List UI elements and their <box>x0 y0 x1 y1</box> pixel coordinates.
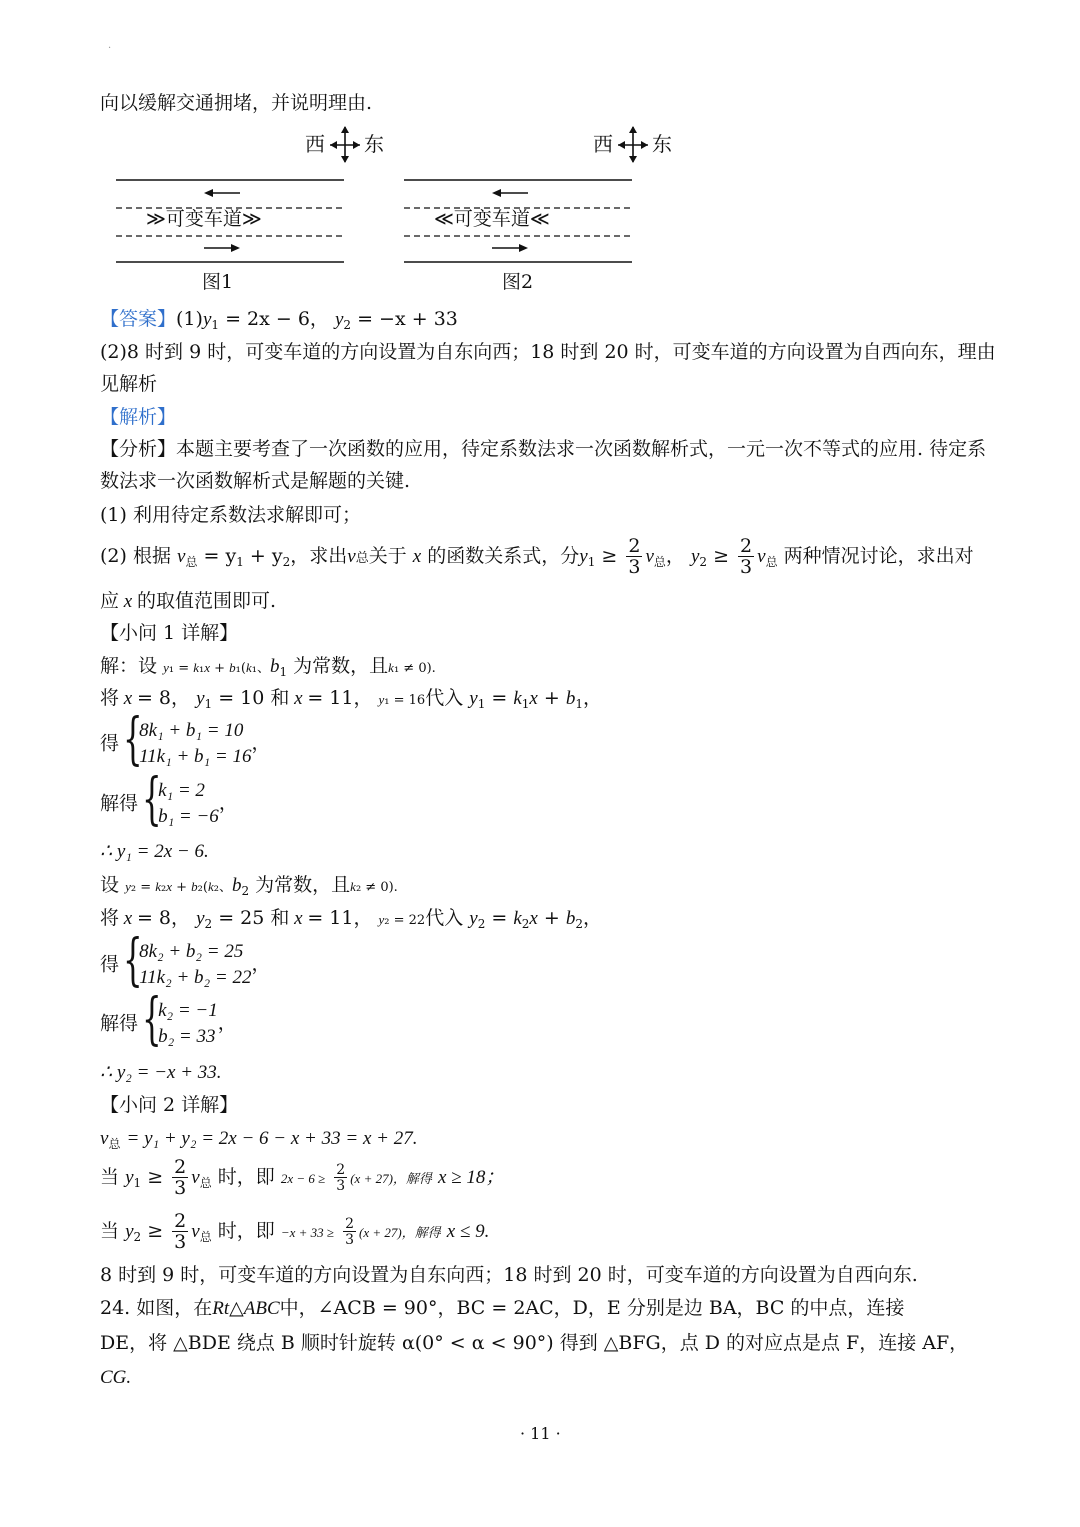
equation-system: { 8k₁ + b₁ = 10 11k₁ + b₁ = 16 <box>123 707 252 772</box>
q2-conclusion: 8 时到 9 时，可变车道的方向设置为自东向西；18 时到 20 时，可变车道的方向设置为自西向东. <box>100 1264 918 1286</box>
fraction-two-thirds-small <box>343 1217 356 1247</box>
fenxi-item2-line2-a: 应 <box>100 590 120 612</box>
fenxi-item2-g: 两种情况讨论，求出对 <box>783 545 974 567</box>
sys-row-2: 11k₁ + b₁ = 16 <box>139 746 252 767</box>
zong-sub: 总 <box>653 555 666 569</box>
q2-case1-res: x ≥ 18； <box>437 1167 505 1188</box>
fenxi-line2: 数法求一次函数解析式是解题的关键. <box>100 470 411 492</box>
equation-system: { 8k₂ + b₂ = 25 11k₂ + b₂ = 22 <box>123 928 252 993</box>
problem24-line1 <box>100 1299 904 1318</box>
frac-den: 3 <box>174 1177 187 1199</box>
q1-sub1-d: = 11， <box>307 687 373 709</box>
fenxi-item2: (2) 根据 $v_总 = y_1 + y_2$，求出v总关于 x 的函数关系式，分$y_1$ ≥ $\frac{2}{3}$ $v_总$， $y_2$ ≥ $\frac{2}{3}$ $v_总$ 两种情况讨论，求出对 <box>100 535 974 578</box>
q1-set2: 设 y₂ = k₂x + b₂(k₂、$b_2$ 为常数，且k₂ ≠ 0). <box>100 874 398 898</box>
q2-case2-res: x ≤ 9. <box>446 1221 490 1242</box>
q2-case1: 当 $y_1$ ≥ $\frac{2}{3}$ $v_总$ 时，即 2x − 6 ≥ $\frac{2}{3}$ (x + 27)，解得 x ≥ 18； <box>100 1156 505 1199</box>
fig2-west-label: 西 <box>593 132 613 156</box>
fenxi-item2-line2-b: 的取值范围即可. <box>136 590 276 612</box>
q1-sub1-e: = 16 <box>393 693 426 708</box>
q1-conclusion2: ∴ y₂ = −x + 33. <box>100 1062 222 1083</box>
fig2-east-label: 东 <box>652 132 672 156</box>
fraction-two-thirds-small <box>334 1163 347 1193</box>
q2-geq: ≥ <box>147 1166 164 1188</box>
q2-case2: 当 $y_2$ ≥ $\frac{2}{3}$ $v_总$ 时，即 −x + 33 ≥ $\frac{2}{3}$ (x + 27)，解得 x ≤ 9. <box>100 1210 490 1253</box>
zong-sub: 总 <box>108 1137 121 1151</box>
fig1-west-label: 西 <box>305 132 325 156</box>
q1-conclusion1: ∴ y₁ = 2x − 6. <box>100 841 209 862</box>
problem24-line1-c: 中，∠ACB = 90°，BC = 2AC，D，E 分别是边 BA，BC 的中点，连接 <box>279 1297 905 1319</box>
sys-row-2: 11k₂ + b₂ = 22 <box>139 967 252 988</box>
frac-den: 3 <box>628 556 641 578</box>
fenxi-item2-d: ，求出 <box>290 545 348 567</box>
q1-set2-b: 为常数，且 <box>255 874 351 896</box>
fig1-variable-lane-label: ≫可变车道≫ <box>146 208 262 230</box>
fraction-two-thirds <box>626 537 642 577</box>
zong-sub: 总 <box>765 555 778 569</box>
frac-num: 2 <box>628 535 641 557</box>
zong-tiny: 总 <box>355 551 369 566</box>
top-dot: · <box>108 43 112 54</box>
q1-set1-b: 为常数，且 <box>293 655 389 677</box>
q1-sub2-b: = 8， <box>136 907 191 929</box>
answer-line-1: 【答案】$(1)y_1 = 2x - 6$， $y_2 = -x + 33$ <box>100 308 458 332</box>
answer-part2-line2: 见解析 <box>100 373 158 395</box>
problem24-line1-b: Rt△ABC <box>212 1298 280 1319</box>
sys-row-1: k₁ = 2 <box>158 780 205 801</box>
q2-case1-lhs: 2x − 6 ≥ <box>280 1171 326 1186</box>
fenxi-item2-b: = y <box>203 545 237 567</box>
answer-y2: = −x + 33 <box>357 308 458 330</box>
fig2-variable-lane-label: ≪可变车道≪ <box>434 208 550 230</box>
fraction-two-thirds <box>738 537 754 577</box>
q1-sub2: 将 x = 8， $y_2 = 25$ 和 x = 11， y₂ = 22代入 $y_2 = k_2x + b_2$， <box>100 907 603 931</box>
q2-geq: ≥ <box>147 1220 164 1242</box>
frac-den: 3 <box>345 1232 354 1248</box>
q1-set1-c: ≠ 0). <box>403 661 436 676</box>
page-number: · 11 · <box>520 1424 561 1443</box>
q2-when: 当 <box>100 1166 120 1188</box>
answer-tag: 【答案】 <box>100 308 177 330</box>
zong-sub: 总 <box>199 1176 212 1190</box>
frac-den: 3 <box>174 1231 187 1253</box>
sys-row-1: k₂ = −1 <box>158 1000 218 1021</box>
zong-sub: 总 <box>199 1230 212 1244</box>
q1-solution2: 解得 { k₂ = −1 b₂ = 33 ， <box>100 987 237 1052</box>
q1-sub2-e: = 22 <box>393 913 426 928</box>
frac-num: 2 <box>336 1162 346 1178</box>
q2-case2-lhs: −x + 33 ≥ <box>280 1225 335 1240</box>
q1-jiede: 解得 <box>100 792 139 815</box>
fenxi-line1: 【分析】本题主要考查了一次函数的应用，待定系数法求一次函数解析式，一元一次不等式的应用. 待定系 <box>100 438 987 460</box>
problem24-line2: DE，将 △BDE 绕点 B 顺时针旋转 α(0° < α < 90°) 得到 △BFG，点 D 的对应点是点 F，连接 AF， <box>100 1332 969 1354</box>
q2-tag: 【小问 2 详解】 <box>100 1094 239 1116</box>
frac-num: 2 <box>740 535 753 557</box>
q1-set2-a: 设 <box>100 874 120 896</box>
fenxi-item2-c: + y <box>249 545 283 567</box>
fraction-two-thirds <box>172 1212 188 1252</box>
q2-case1-rhs: (x + 27)，解得 <box>350 1171 432 1186</box>
frac-den: 3 <box>740 556 753 578</box>
q2-shi-ji: 时，即 <box>217 1166 275 1188</box>
q1-de: 得 <box>100 732 120 755</box>
problem24-line1-a: 24. 如图，在 <box>100 1297 213 1319</box>
q1-de-2: 得 <box>100 953 120 976</box>
q2-vsum-rhs: = y₁ + y₂ = 2x − 6 − x + 33 = x + 27. <box>126 1128 418 1149</box>
q1-sub1-f: 代入 <box>425 687 464 709</box>
q1-system2: 得 { 8k₂ + b₂ = 25 11k₂ + b₂ = 22 ， <box>100 928 271 993</box>
q1-set1: 解：设 y₁ = k₁x + b₁(k₁、$b_1$ 为常数，且k₁ ≠ 0). <box>100 655 436 679</box>
q1-sub2-d: = 11， <box>307 907 373 929</box>
problem24-line3: CG. <box>100 1367 132 1388</box>
q2-case2-rhs: (x + 27)，解得 <box>358 1225 441 1240</box>
q1-sub1-a: 将 <box>100 687 120 709</box>
q2-shi-ji: 时，即 <box>217 1220 275 1242</box>
fenxi-item1: (1) 利用待定系数法求解即可； <box>100 504 361 526</box>
equation-system: { k₂ = −1 b₂ = 33 <box>142 987 218 1052</box>
frac-num: 2 <box>174 1156 187 1178</box>
frac-num: 2 <box>345 1216 354 1232</box>
q1-sub1-c: = 10 和 <box>218 687 290 709</box>
analysis-tag: 【解析】 <box>100 406 177 428</box>
sys-row-2: b₁ = −6 <box>158 806 219 827</box>
fenxi-item2-line2: 应 x 的取值范围即可. <box>100 590 276 612</box>
fig2-caption: 图2 <box>502 271 534 293</box>
q1-solution1: 解得 { k₁ = 2 b₁ = −6 ， <box>100 767 238 832</box>
q1-sub2-c: = 25 和 <box>218 907 290 929</box>
fig2-compass-icon <box>616 124 650 164</box>
equation-system: { k₁ = 2 b₁ = −6 <box>142 767 219 832</box>
fenxi-item2-f: 的函数关系式，分 <box>427 545 580 567</box>
fenxi-item2-a: (2) 根据 <box>100 545 171 567</box>
fraction-two-thirds <box>172 1158 188 1198</box>
q1-sub2-f: 代入 <box>425 907 464 929</box>
frac-num: 2 <box>174 1210 187 1232</box>
q1-set1-a: 解：设 <box>100 655 158 677</box>
q1-set2-c: ≠ 0). <box>365 880 398 895</box>
q1-sub2-a: 将 <box>100 907 120 929</box>
fenxi-item2-e: 关于 <box>368 545 407 567</box>
sys-row-1: 8k₁ + b₁ = 10 <box>139 720 244 741</box>
intro-line: 向以缓解交通拥堵，并说明理由. <box>100 92 373 114</box>
q1-system1: 得 { 8k₁ + b₁ = 10 11k₁ + b₁ = 16 ， <box>100 707 271 772</box>
answer-y1: = 2x − 6， <box>225 308 329 330</box>
q1-jiede-2: 解得 <box>100 1012 139 1035</box>
sys-row-1: 8k₂ + b₂ = 25 <box>139 941 244 962</box>
q2-vsum: $v_总 = y_1 + y_2 = 2x - 6 - x + 33 = x + 27$. <box>100 1128 418 1151</box>
fig1-caption: 图1 <box>202 271 234 293</box>
q2-when: 当 <box>100 1220 120 1242</box>
fig1-compass-icon <box>328 124 362 164</box>
sys-row-2: b₂ = 33 <box>158 1026 216 1047</box>
q1-sub1-b: = 8， <box>136 687 191 709</box>
fig1-east-label: 东 <box>364 132 384 156</box>
q1-tag: 【小问 1 详解】 <box>100 622 239 644</box>
answer-part1-prefix: (1) <box>176 308 203 330</box>
answer-part2-line1: (2)8 时到 9 时，可变车道的方向设置为自东向西；18 时到 20 时，可变车道的方向设置为自西向东，理由 <box>100 341 996 363</box>
q1-sub1: 将 x = 8， $y_1 = 10$ 和 x = 11， y₁ = 16代入 $y_1 = k_1x + b_1$， <box>100 687 603 711</box>
frac-den: 3 <box>336 1178 346 1194</box>
zong-sub: 总 <box>185 555 198 569</box>
